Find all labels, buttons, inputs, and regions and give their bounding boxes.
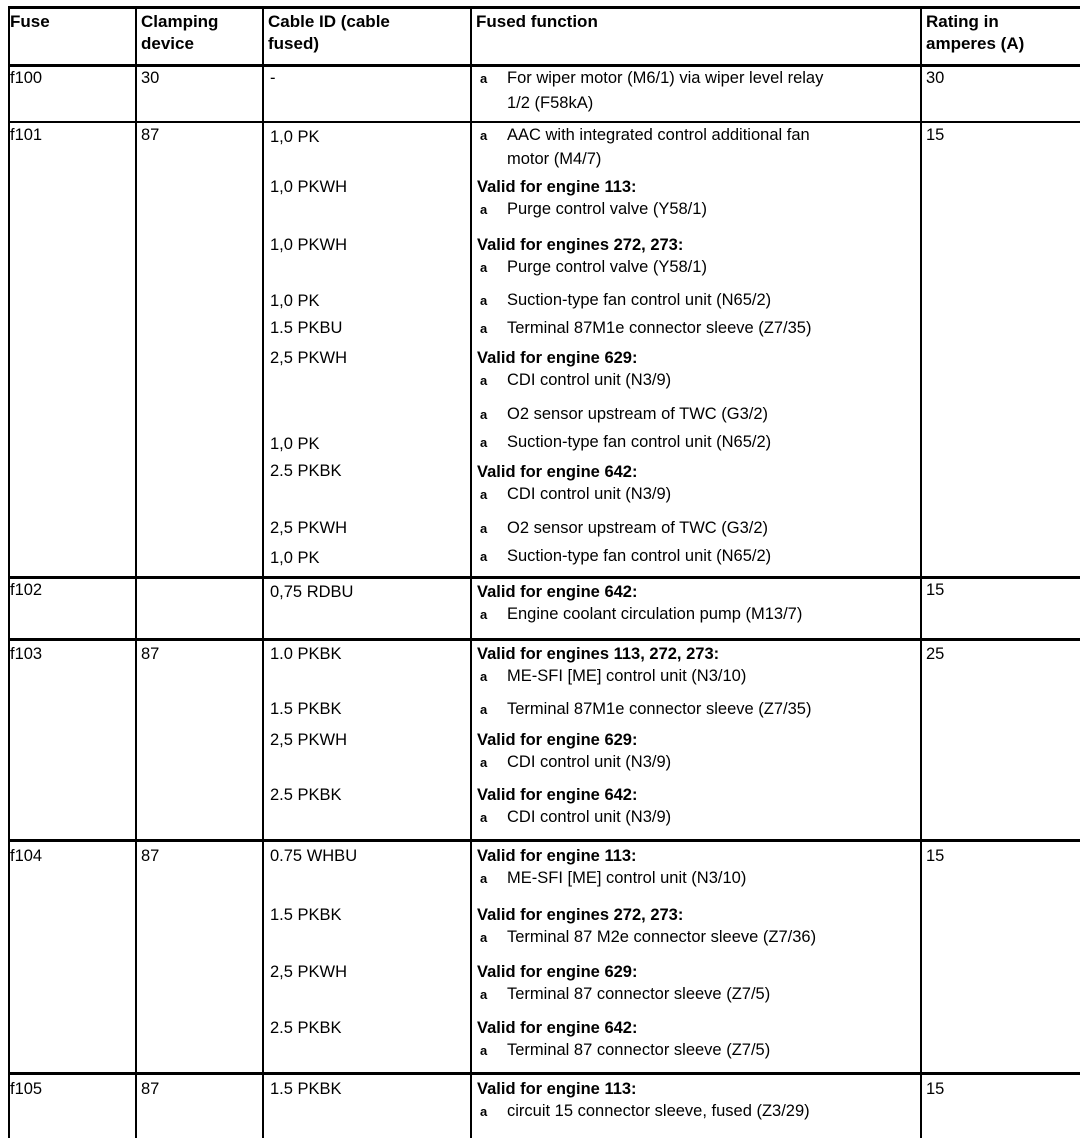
- bullet-icon: a: [480, 260, 488, 275]
- column-border-left: [8, 6, 10, 1138]
- function-f101-7: Suction-type fan control unit (N65/2): [507, 433, 772, 451]
- cable-f101-8: 2,5 PKWH: [270, 519, 348, 537]
- bullet-icon: a: [480, 202, 488, 217]
- function-heading-f103-0: Valid for engines 113, 272, 273:: [477, 645, 720, 663]
- bullet-icon: a: [480, 71, 488, 86]
- cable-f101-9: 1,0 PK: [270, 549, 320, 567]
- rating-f100: 30: [926, 69, 945, 87]
- function-f100-0-cont: 1/2 (F58kA): [507, 94, 594, 112]
- cable-f101-3: 1,0 PK: [270, 292, 320, 310]
- bullet-icon: a: [480, 407, 488, 422]
- function-f103-3: CDI control unit (N3/9): [507, 808, 672, 826]
- bullet-icon: a: [480, 755, 488, 770]
- clamp-f101: 87: [141, 126, 160, 144]
- bullet-icon: a: [480, 987, 488, 1002]
- function-f101-6: O2 sensor upstream of TWC (G3/2): [507, 405, 769, 423]
- column-border-rating: [920, 6, 922, 1138]
- bullet-icon: a: [480, 1104, 488, 1119]
- function-f103-0: ME-SFI [ME] control unit (N3/10): [507, 667, 747, 685]
- fuse-id-f101: f101: [10, 126, 43, 144]
- function-f101-5: CDI control unit (N3/9): [507, 371, 672, 389]
- function-f104-2: Terminal 87 connector sleeve (Z7/5): [507, 985, 771, 1003]
- rating-f104: 15: [926, 847, 945, 865]
- function-heading-f102-0: Valid for engine 642:: [477, 583, 638, 601]
- cable-f101-4: 1.5 PKBU: [270, 319, 343, 337]
- cable-f104-0: 0.75 WHBU: [270, 847, 358, 865]
- fuse-id-f102: f102: [10, 581, 43, 599]
- cable-f102-0: 0,75 RDBU: [270, 583, 354, 601]
- function-f103-1: Terminal 87M1e connector sleeve (Z7/35): [507, 700, 812, 718]
- function-heading-f104-2: Valid for engine 629:: [477, 963, 638, 981]
- header-cable-line2: fused): [268, 34, 319, 53]
- rating-f103: 25: [926, 645, 945, 663]
- fuse-id-f104: f104: [10, 847, 43, 865]
- function-f104-3: Terminal 87 connector sleeve (Z7/5): [507, 1041, 771, 1059]
- bullet-icon: a: [480, 373, 488, 388]
- function-f101-3: Suction-type fan control unit (N65/2): [507, 291, 772, 309]
- function-f105-0: circuit 15 connector sleeve, fused (Z3/29): [507, 1102, 810, 1120]
- fuse-id-f105: f105: [10, 1080, 43, 1098]
- function-heading-f104-3: Valid for engine 642:: [477, 1019, 638, 1037]
- clamp-f100: 30: [141, 69, 160, 87]
- header-rating-line1: Rating in: [926, 12, 999, 31]
- header-fuse: Fuse: [10, 12, 50, 31]
- cable-f101-1: 1,0 PKWH: [270, 178, 348, 196]
- cable-f104-2: 2,5 PKWH: [270, 963, 348, 981]
- cable-f100-0: -: [270, 69, 276, 87]
- header-clamping-line2: device: [141, 34, 194, 53]
- function-heading-f104-1: Valid for engines 272, 273:: [477, 906, 684, 924]
- function-heading-f101-8: Valid for engine 642:: [477, 463, 638, 481]
- bullet-icon: a: [480, 669, 488, 684]
- function-f101-9: O2 sensor upstream of TWC (G3/2): [507, 519, 769, 537]
- bullet-icon: a: [480, 487, 488, 502]
- bullet-icon: a: [480, 702, 488, 717]
- function-f102-0: Engine coolant circulation pump (M13/7): [507, 605, 803, 623]
- rating-f105: 15: [926, 1080, 945, 1098]
- function-f103-2: CDI control unit (N3/9): [507, 753, 672, 771]
- header-rating: [926, 11, 1024, 55]
- clamp-f105: 87: [141, 1080, 160, 1098]
- cable-f103-0: 1.0 PKBK: [270, 645, 342, 663]
- bullet-icon: a: [480, 871, 488, 886]
- cable-f101-7: 2.5 PKBK: [270, 462, 342, 480]
- cable-f103-3: 2.5 PKBK: [270, 786, 342, 804]
- bullet-icon: a: [480, 549, 488, 564]
- bullet-icon: a: [480, 1043, 488, 1058]
- rating-f102: 15: [926, 581, 945, 599]
- function-heading-f101-1: Valid for engine 113:: [477, 178, 637, 196]
- function-f101-0: AAC with integrated control additional fan: [507, 126, 810, 144]
- cable-f101-5: 2,5 PKWH: [270, 349, 348, 367]
- header-rating-line2: amperes (A): [926, 34, 1025, 53]
- function-f101-4: Terminal 87M1e connector sleeve (Z7/35): [507, 319, 812, 337]
- bullet-icon: a: [480, 293, 488, 308]
- header-clamping-device: [141, 11, 218, 55]
- cable-f105-0: 1.5 PKBK: [270, 1080, 342, 1098]
- cable-f104-3: 2.5 PKBK: [270, 1019, 342, 1037]
- bullet-icon: a: [480, 930, 488, 945]
- column-border-cable: [262, 6, 264, 1138]
- header-clamping-line1: Clamping: [141, 12, 219, 31]
- fuse-id-f103: f103: [10, 645, 43, 663]
- cable-f101-2: 1,0 PKWH: [270, 236, 348, 254]
- function-heading-f103-3: Valid for engine 642:: [477, 786, 638, 804]
- clamp-f103: 87: [141, 645, 160, 663]
- function-heading-f101-5: Valid for engine 629:: [477, 349, 638, 367]
- fuse-id-f100: f100: [10, 69, 43, 87]
- function-f104-0: ME-SFI [ME] control unit (N3/10): [507, 869, 747, 887]
- cable-f103-2: 2,5 PKWH: [270, 731, 348, 749]
- function-f101-0-cont: motor (M4/7): [507, 150, 602, 168]
- header-fused-function: Fused function: [476, 12, 598, 31]
- column-border-function: [470, 6, 472, 1138]
- function-f101-8: CDI control unit (N3/9): [507, 485, 672, 503]
- bullet-icon: a: [480, 435, 488, 450]
- header-cable-id: [268, 11, 390, 55]
- function-f101-1: Purge control valve (Y58/1): [507, 200, 707, 218]
- header-cable-line1: Cable ID (cable: [268, 12, 390, 31]
- bullet-icon: a: [480, 607, 488, 622]
- function-heading-f101-2: Valid for engines 272, 273:: [477, 236, 684, 254]
- cable-f101-0: 1,0 PK: [270, 128, 320, 146]
- bullet-icon: a: [480, 321, 488, 336]
- bullet-icon: a: [480, 128, 488, 143]
- function-f101-10: Suction-type fan control unit (N65/2): [507, 547, 772, 565]
- bullet-icon: a: [480, 521, 488, 536]
- cable-f101-6: 1,0 PK: [270, 435, 320, 453]
- function-heading-f103-2: Valid for engine 629:: [477, 731, 638, 749]
- cable-f103-1: 1.5 PKBK: [270, 700, 342, 718]
- cable-f104-1: 1.5 PKBK: [270, 906, 342, 924]
- function-heading-f105-0: Valid for engine 113:: [477, 1080, 637, 1098]
- function-f101-2: Purge control valve (Y58/1): [507, 258, 707, 276]
- function-f104-1: Terminal 87 M2e connector sleeve (Z7/36): [507, 928, 817, 946]
- function-f100-0: For wiper motor (M6/1) via wiper level relay: [507, 69, 824, 87]
- column-border-clamp: [135, 6, 137, 1138]
- function-heading-f104-0: Valid for engine 113:: [477, 847, 637, 865]
- rating-f101: 15: [926, 126, 945, 144]
- clamp-f104: 87: [141, 847, 160, 865]
- bullet-icon: a: [480, 810, 488, 825]
